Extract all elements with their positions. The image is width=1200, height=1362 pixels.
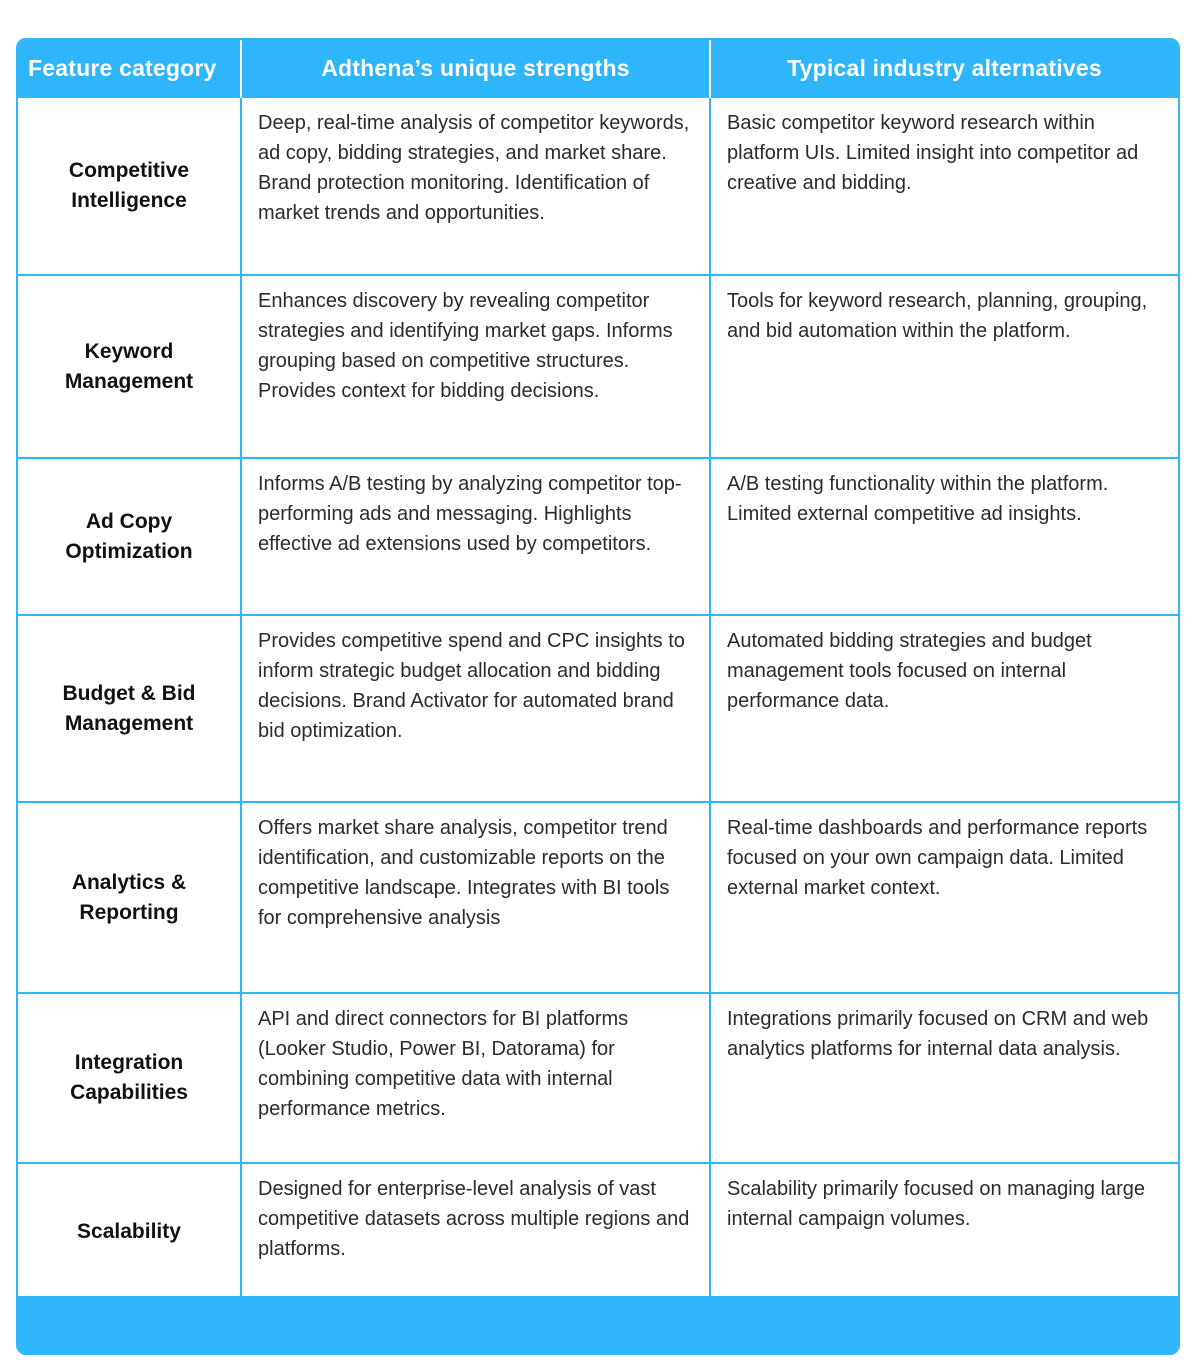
strengths-cell: Provides competitive spend and CPC insights to inform strategic budget allocation and bidding decisions. Brand Activator for automated brand bid optimization. (241, 615, 710, 802)
comparison-table (16, 38, 1180, 1355)
table-row (18, 802, 1178, 993)
strengths-cell: Designed for enterprise-level analysis of vast competitive datasets across multiple regions and platforms. (241, 1163, 710, 1299)
alternatives-cell: Tools for keyword research, planning, grouping, and bid automation within the platform. (710, 275, 1178, 458)
strengths-cell: Informs A/B testing by analyzing competitor top-performing ads and messaging. Highlights effective ad extensions used by competitors. (241, 458, 710, 615)
table-row (18, 458, 1178, 615)
category-label: Keyword Management (64, 339, 194, 393)
category-cell (18, 1163, 241, 1299)
table-row (18, 1163, 1178, 1299)
table-row (18, 275, 1178, 458)
feature-comparison-grid (18, 40, 1178, 1299)
table-row (18, 615, 1178, 802)
header-adthena-strengths: Adthena’s unique strengths (241, 40, 710, 97)
alternatives-cell: Automated bidding strategies and budget management tools focused on internal performance data. (710, 615, 1178, 802)
category-label: Budget & Bid Management (62, 681, 196, 735)
header-row (18, 40, 1178, 97)
table-row (18, 993, 1178, 1163)
table-footer-bar (18, 1296, 1178, 1353)
table-row (18, 97, 1178, 275)
alternatives-cell: Integrations primarily focused on CRM and web analytics platforms for internal data analysis. (710, 993, 1178, 1163)
category-label: Analytics & Reporting (71, 870, 187, 924)
strengths-cell: API and direct connectors for BI platforms (Looker Studio, Power BI, Datorama) for combining competitive data with internal performance metrics. (241, 993, 710, 1163)
alternatives-cell: A/B testing functionality within the platform. Limited external competitive ad insights. (710, 458, 1178, 615)
category-cell (18, 615, 241, 802)
category-cell (18, 458, 241, 615)
category-label: Integration Capabilities (70, 1051, 188, 1104)
strengths-cell: Enhances discovery by revealing competitor strategies and identifying market gaps. Informs grouping based on competitive structures. Provides context for bidding decisions. (241, 275, 710, 458)
category-label: Scalability (77, 1219, 181, 1243)
strengths-cell: Deep, real-time analysis of competitor keywords, ad copy, bidding strategies, and market share. Brand protection monitoring. Identification of market trends and opportunities. (241, 97, 710, 275)
category-label: Competitive Intelligence (68, 159, 190, 212)
header-industry-alternatives: Typical industry alternatives (710, 40, 1178, 97)
alternatives-cell: Basic competitor keyword research within platform UIs. Limited insight into competitor ad creative and bidding. (710, 97, 1178, 275)
category-cell (18, 993, 241, 1163)
category-cell (18, 275, 241, 458)
header-feature-category: Feature category (18, 40, 241, 97)
alternatives-cell: Scalability primarily focused on managing large internal campaign volumes. (710, 1163, 1178, 1299)
category-cell (18, 802, 241, 993)
category-cell (18, 97, 241, 275)
strengths-cell: Offers market share analysis, competitor trend identification, and customizable reports on the competitive landscape. Integrates with BI tools for comprehensive analysis (241, 802, 710, 993)
alternatives-cell: Real-time dashboards and performance reports focused on your own campaign data. Limited external market context. (710, 802, 1178, 993)
category-label: Ad Copy Optimization (65, 509, 193, 563)
